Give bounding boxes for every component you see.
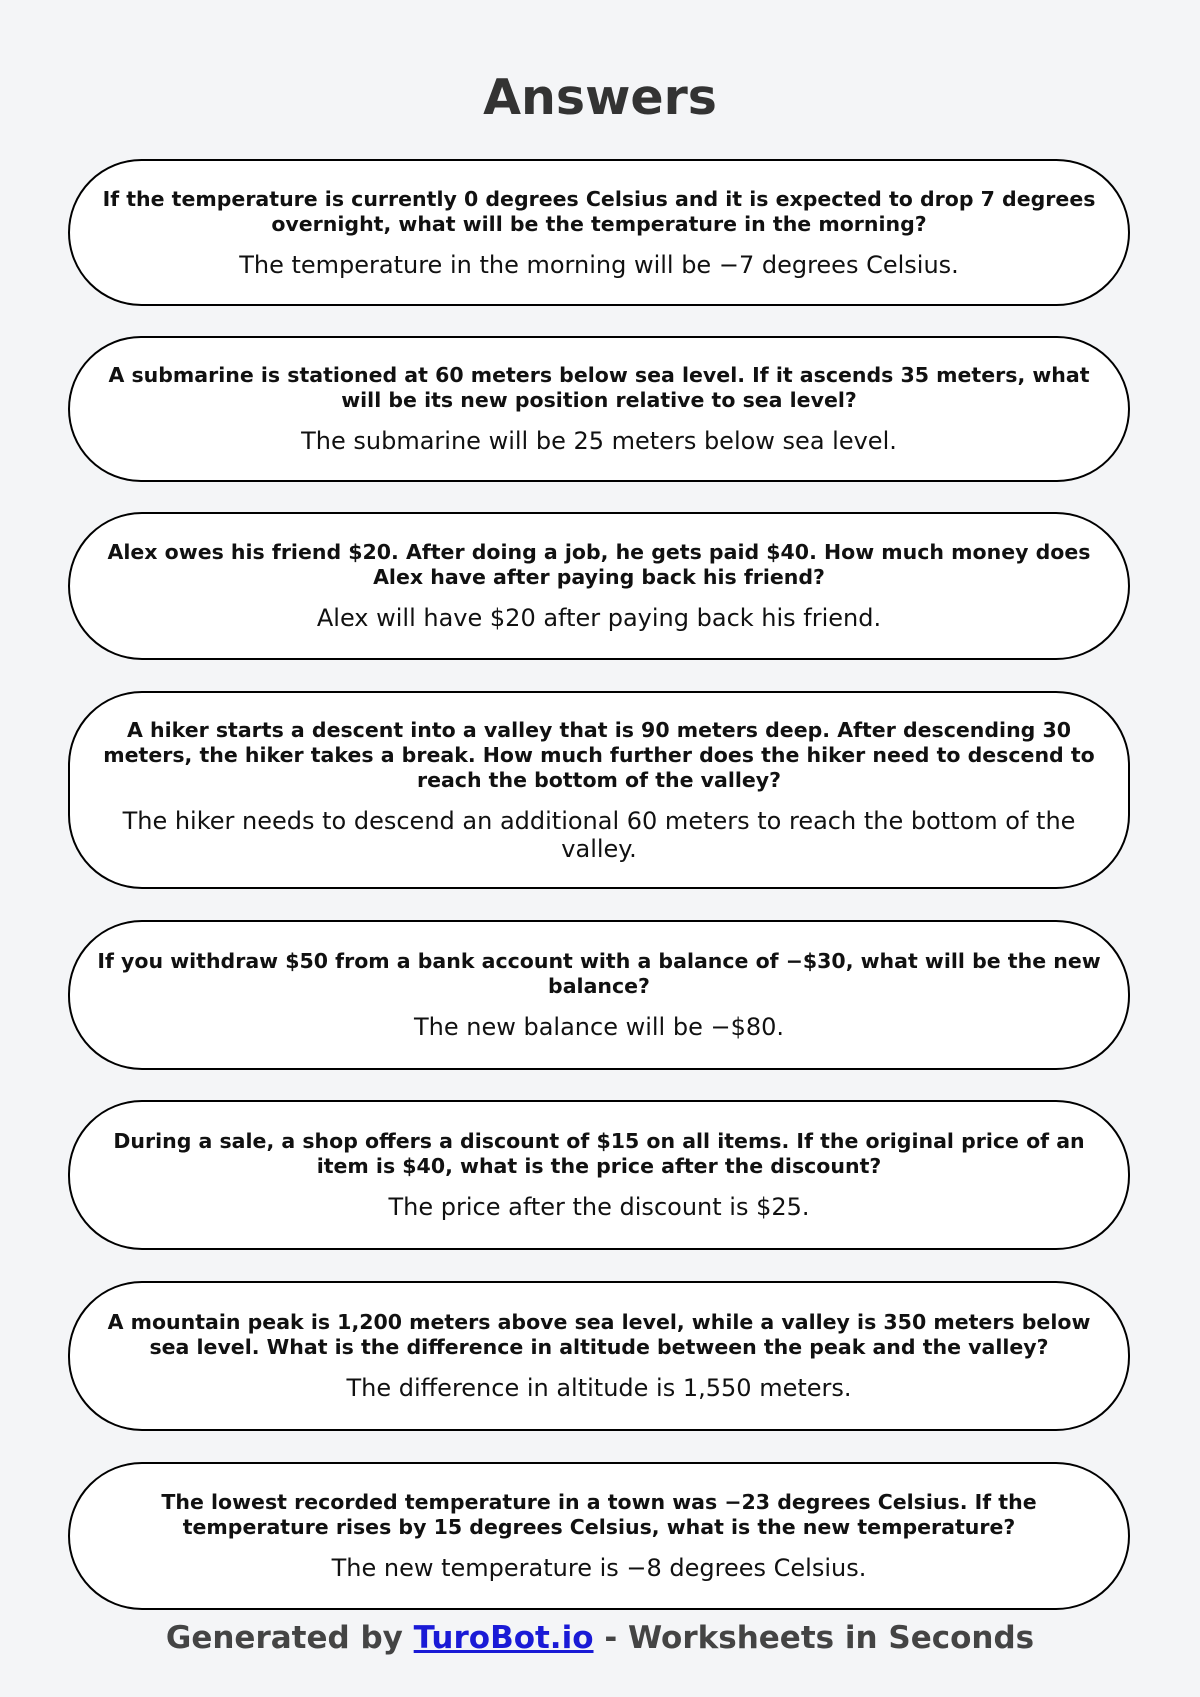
question-text: During a sale, a shop offers a discount of $15 on all items. If the original price of an item is $40, what is the price after the discount? bbox=[113, 1129, 1085, 1178]
answer-card-5 bbox=[68, 920, 1130, 1070]
answer-card-6 bbox=[68, 1100, 1130, 1250]
answer-text: The submarine will be 25 meters below sea level. bbox=[301, 427, 897, 455]
answer-card-7 bbox=[68, 1281, 1130, 1431]
answer-text: The new balance will be −$80. bbox=[413, 1013, 785, 1041]
question-text: A mountain peak is 1,200 meters above sea level, while a valley is 350 meters below sea level. What is the difference in altitude between the peak and the valley? bbox=[107, 1310, 1091, 1359]
question-text: A submarine is stationed at 60 meters below sea level. If it ascends 35 meters, what will be its new position relative to sea level? bbox=[108, 363, 1090, 412]
question-text: A hiker starts a descent into a valley that is 90 meters deep. After descending 30 meters, the hiker takes a break. How much further does the hiker need to descend to reach the bottom of the valley? bbox=[103, 717, 1095, 792]
answer-card-4 bbox=[68, 691, 1130, 889]
answer-card-2 bbox=[68, 336, 1130, 482]
answer-text: The price after the discount is $25. bbox=[388, 1193, 810, 1221]
question-text: If you withdraw $50 from a bank account with a balance of −$30, what will be the new balance? bbox=[97, 949, 1101, 998]
answer-text: The difference in altitude is 1,550 meters. bbox=[346, 1374, 852, 1402]
answer-text: The temperature in the morning will be −7 degrees Celsius. bbox=[239, 250, 959, 279]
question-text: If the temperature is currently 0 degrees Celsius and it is expected to drop 7 degrees overnight, what will be the temperature in the morning? bbox=[102, 186, 1096, 236]
question-text: The lowest recorded temperature in a town was −23 degrees Celsius. If the temperature rises by 15 degrees Celsius, what is the new temperature? bbox=[161, 1490, 1037, 1539]
turobot-link[interactable]: TuroBot.io bbox=[413, 1620, 594, 1656]
question-text: Alex owes his friend $20. After doing a job, he gets paid $40. How much money does Alex have after paying back his friend? bbox=[107, 540, 1091, 589]
footer-suffix: - Worksheets in Seconds bbox=[604, 1620, 1035, 1656]
answer-card-8 bbox=[68, 1462, 1130, 1610]
answer-text: Alex will have $20 after paying back his friend. bbox=[316, 604, 882, 632]
footer bbox=[0, 1618, 1200, 1658]
footer-prefix: Generated by bbox=[165, 1620, 403, 1656]
answer-text: The new temperature is −8 degrees Celsius. bbox=[331, 1554, 867, 1582]
answer-card-3 bbox=[68, 512, 1130, 660]
page-title: Answers bbox=[483, 69, 717, 126]
answer-card-1 bbox=[68, 159, 1130, 306]
answer-text: The hiker needs to descend an additional 60 meters to reach the bottom of the valley. bbox=[122, 806, 1076, 863]
